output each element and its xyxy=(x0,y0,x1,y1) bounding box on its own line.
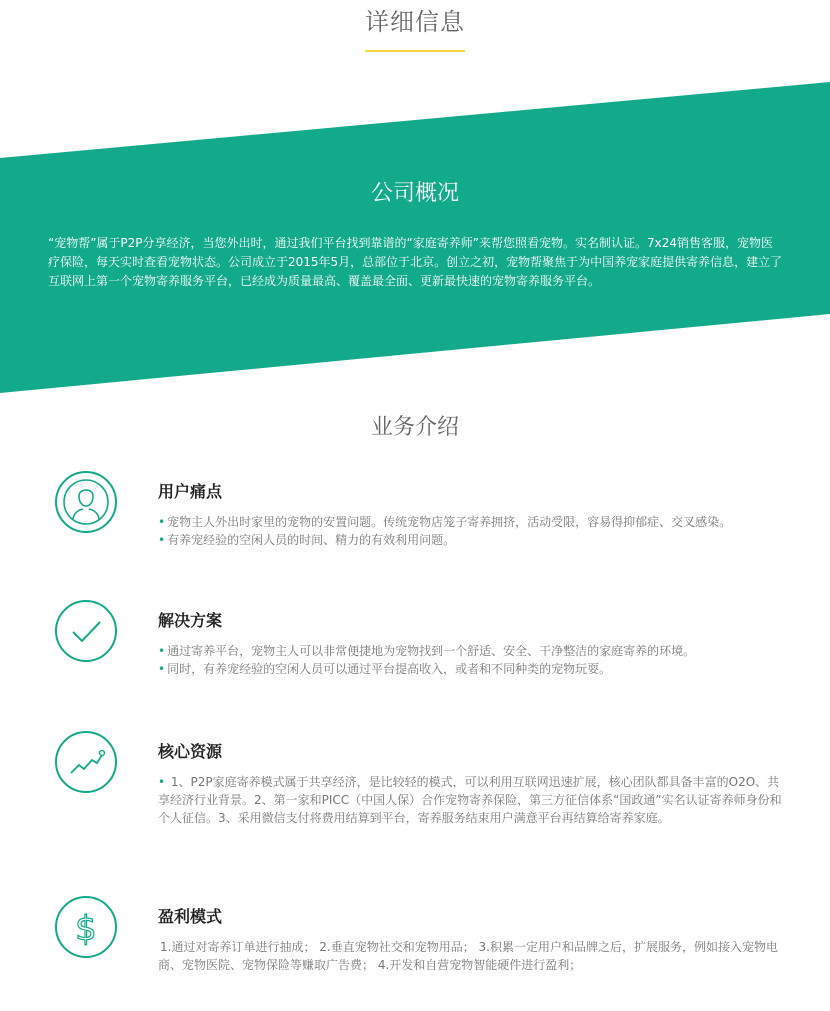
trend-chart-icon xyxy=(55,731,117,793)
bullet: • xyxy=(158,662,166,676)
bullet: • xyxy=(158,644,166,658)
business-item-title: 盈利模式 xyxy=(158,907,223,926)
list-item-text: 宠物主人外出时家里的宠物的安置问题。传统宠物店笼子寄养拥挤，活动受限，容易得抑郁症、交叉感染。 xyxy=(167,515,732,529)
title-underline xyxy=(365,50,465,52)
list-item xyxy=(158,660,782,678)
business-item-title: 用户痛点 xyxy=(158,482,223,501)
list-item-text: 同时，有养宠经验的空闲人员可以通过平台提高收入，或者和不同种类的宠物玩耍。 xyxy=(167,662,612,676)
business-item-lines xyxy=(158,773,782,827)
overview-heading: 公司概况 xyxy=(370,181,459,206)
bullet: • xyxy=(158,775,166,789)
bullet: • xyxy=(158,533,166,547)
user-icon xyxy=(55,471,117,533)
business-item-lines xyxy=(158,642,782,678)
list-item xyxy=(158,773,782,827)
list-item xyxy=(158,531,782,549)
bullet: • xyxy=(158,515,166,529)
list-item-text: 1、P2P家庭寄养模式属于共享经济，是比较轻的模式，可以利用互联网迅速扩展，核心团队都具备丰富的O2O、共享经济行业背景。2、第一家和PICC（中国人保）合作宠物寄养保险，第三方征信体系“国政通”实名认证寄养师身份和个人征信。3、采用微信支付将费用结算到平台，寄养服务结束用户满意平台再结算给寄养家庭。 xyxy=(158,775,782,825)
list-item-text: 1.通过对寄养订单进行抽成； 2.垂直宠物社交和宠物用品； 3.积累一定用户和品牌之后，扩展服务，例如接入宠物电商、宠物医院、宠物保险等赚取广告费； 4.开发和自营宠物智能硬件进行盈利； xyxy=(158,940,778,972)
list-item-text: 有养宠经验的空闲人员的时间、精力的有效利用问题。 xyxy=(167,533,456,547)
business-item-lines xyxy=(158,938,782,974)
list-item xyxy=(158,938,782,974)
business-item-title: 核心资源 xyxy=(158,742,223,761)
list-item-text: 通过寄养平台，宠物主人可以非常便捷地为宠物找到一个舒适、安全、干净整洁的家庭寄养的环境。 xyxy=(167,644,696,658)
list-item xyxy=(158,513,782,531)
dollar-icon xyxy=(55,896,117,958)
business-item-lines xyxy=(158,513,782,549)
svg-text:$: $ xyxy=(75,909,97,949)
checkmark-icon xyxy=(55,600,117,662)
business-heading: 业务介绍 xyxy=(370,415,459,440)
overview-text: “宠物帮”属于P2P分享经济，当您外出时，通过我们平台找到靠谱的“家庭寄养师”来帮您照看宠物。实名制认证。7x24销售客服，宠物医疗保险，每天实时查看宠物状态。公司成立于2015年5月，总部位于北京。创立之初，宠物帮聚焦于为中国养宠家庭提供寄养信息，建立了互联网上第一个宠物寄养服务平台，已经成为质量最高、覆盖最全面、更新最快速的宠物寄养服务平台。 xyxy=(48,236,783,288)
list-item xyxy=(158,642,782,660)
business-item-title: 解决方案 xyxy=(158,611,223,630)
page-title: 详细信息 xyxy=(365,8,465,36)
